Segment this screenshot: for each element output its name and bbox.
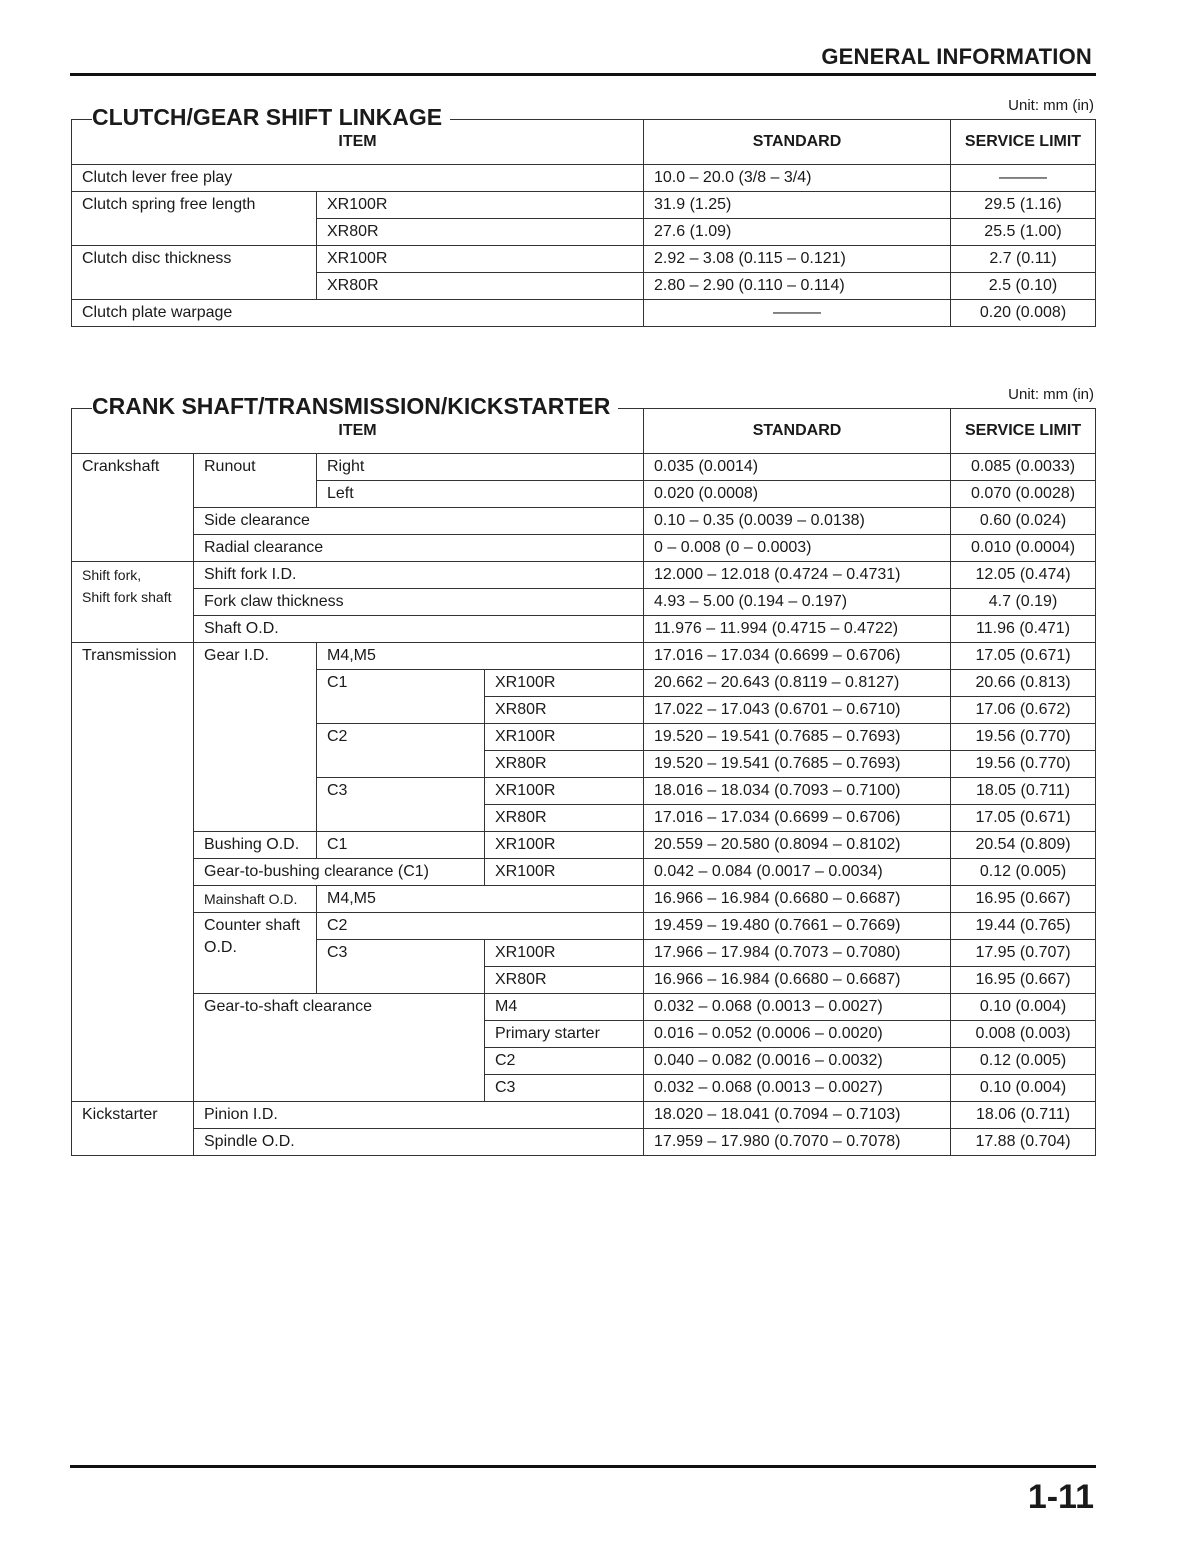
page-number: 1-11 [1027,1478,1094,1516]
crank-spec-table [71,408,1096,1156]
model-label: XR80R [485,697,644,724]
item-label: Spindle O.D. [194,1129,644,1156]
model-label: XR100R [485,724,644,751]
clutch-unit-label: Unit: mm (in) [1008,97,1094,114]
group-label-line: Shift fork shaft [82,589,172,605]
limit-value: 0.085 (0.0033) [951,454,1096,481]
standard-value: 0.032 – 0.068 (0.0013 – 0.0027) [644,1075,951,1102]
sub-item-label: Right [317,454,644,481]
model-label: XR100R [485,940,644,967]
table-row [72,165,1096,192]
standard-value: 20.559 – 20.580 (0.8094 – 0.8102) [644,832,951,859]
limit-value: 17.05 (0.671) [951,805,1096,832]
standard-value: 19.459 – 19.480 (0.7661 – 0.7669) [644,913,951,940]
table-row [72,616,1096,643]
model-label: XR100R [485,859,644,886]
standard-value: 31.9 (1.25) [644,192,951,219]
limit-value: 0.008 (0.003) [951,1021,1096,1048]
item-label: Clutch disc thickness [72,246,317,300]
limit-value: 18.05 (0.711) [951,778,1096,805]
sub-item-label: C2 [485,1048,644,1075]
standard-value: ——— [644,300,951,327]
standard-value: 18.016 – 18.034 (0.7093 – 0.7100) [644,778,951,805]
model-label: XR80R [317,273,644,300]
standard-value: 0.040 – 0.082 (0.0016 – 0.0032) [644,1048,951,1075]
table-row [72,859,1096,886]
group-label-line: Shift fork, [82,567,142,583]
standard-value: 17.022 – 17.043 (0.6701 – 0.6710) [644,697,951,724]
sub-item-label: C2 [317,913,644,940]
item-label: Fork claw thickness [194,589,644,616]
limit-value: 25.5 (1.00) [951,219,1096,246]
item-label: Gear-to-shaft clearance [194,994,485,1102]
limit-value: 0.070 (0.0028) [951,481,1096,508]
limit-value: 0.60 (0.024) [951,508,1096,535]
sub-item-label: C3 [317,778,485,832]
table-row [72,535,1096,562]
crank-section-title: CRANK SHAFT/TRANSMISSION/KICKSTARTER [92,393,618,420]
standard-value: 0.020 (0.0008) [644,481,951,508]
item-label: Shaft O.D. [194,616,644,643]
standard-value: 27.6 (1.09) [644,219,951,246]
item-label: Pinion I.D. [194,1102,644,1129]
standard-value: 0.016 – 0.052 (0.0006 – 0.0020) [644,1021,951,1048]
limit-value: 12.05 (0.474) [951,562,1096,589]
standard-value: 18.020 – 18.041 (0.7094 – 0.7103) [644,1102,951,1129]
table-row [72,913,1096,940]
limit-value: 0.010 (0.0004) [951,535,1096,562]
limit-value: 11.96 (0.471) [951,616,1096,643]
standard-value: 0 – 0.008 (0 – 0.0003) [644,535,951,562]
limit-value: 19.44 (0.765) [951,913,1096,940]
group-label-crankshaft: Crankshaft [72,454,194,562]
model-label: XR100R [485,832,644,859]
item-label: Radial clearance [194,535,644,562]
service-limit-header: SERVICE LIMIT [951,409,1096,454]
limit-value: 17.88 (0.704) [951,1129,1096,1156]
model-label: XR80R [317,219,644,246]
item-label: Mainshaft O.D. [194,886,317,913]
clutch-spec-table [71,119,1096,327]
sub-item-label: C2 [317,724,485,778]
item-label: Gear I.D. [194,643,317,832]
standard-value: 17.016 – 17.034 (0.6699 – 0.6706) [644,805,951,832]
standard-value: 4.93 – 5.00 (0.194 – 0.197) [644,589,951,616]
table-row [72,300,1096,327]
standard-value: 17.959 – 17.980 (0.7070 – 0.7078) [644,1129,951,1156]
model-label: XR80R [485,805,644,832]
sub-item-label: C3 [485,1075,644,1102]
limit-value: 19.56 (0.770) [951,724,1096,751]
model-label: XR100R [485,778,644,805]
item-header: ITEM [72,120,644,165]
sub-item-label: M4,M5 [317,886,644,913]
limit-value: 20.54 (0.809) [951,832,1096,859]
limit-value: 16.95 (0.667) [951,967,1096,994]
model-label: XR100R [317,246,644,273]
crank-unit-label: Unit: mm (in) [1008,386,1094,403]
table-row [72,562,1096,589]
standard-header: STANDARD [644,409,951,454]
limit-value: 0.10 (0.004) [951,1075,1096,1102]
model-label: XR80R [485,751,644,778]
standard-header: STANDARD [644,120,951,165]
item-label: Gear-to-bushing clearance (C1) [194,859,485,886]
table-row [72,886,1096,913]
limit-value: 2.7 (0.11) [951,246,1096,273]
model-label: XR80R [485,967,644,994]
standard-value: 12.000 – 12.018 (0.4724 – 0.4731) [644,562,951,589]
standard-value: 0.032 – 0.068 (0.0013 – 0.0027) [644,994,951,1021]
page-header-title: GENERAL INFORMATION [821,44,1092,69]
limit-value: 18.06 (0.711) [951,1102,1096,1129]
header-rule [70,73,1096,76]
standard-value: 16.966 – 16.984 (0.6680 – 0.6687) [644,886,951,913]
limit-value: 29.5 (1.16) [951,192,1096,219]
table-row [72,589,1096,616]
table-row [72,192,1096,219]
clutch-section-title: CLUTCH/GEAR SHIFT LINKAGE [92,104,450,131]
limit-value: 0.12 (0.005) [951,859,1096,886]
item-label: Counter shaft O.D. [194,913,317,994]
limit-value: ——— [951,165,1096,192]
sub-item-label: Primary starter [485,1021,644,1048]
service-limit-header: SERVICE LIMIT [951,120,1096,165]
sub-item-label: C1 [317,670,485,724]
group-label-transmission: Transmission [72,643,194,1102]
sub-item-label: M4 [485,994,644,1021]
limit-value: 17.05 (0.671) [951,643,1096,670]
standard-value: 20.662 – 20.643 (0.8119 – 0.8127) [644,670,951,697]
limit-value: 16.95 (0.667) [951,886,1096,913]
table-row [72,994,1096,1021]
table-row [72,246,1096,273]
standard-value: 2.92 – 3.08 (0.115 – 0.121) [644,246,951,273]
standard-value: 17.966 – 17.984 (0.7073 – 0.7080) [644,940,951,967]
limit-value: 4.7 (0.19) [951,589,1096,616]
group-label-kickstarter: Kickstarter [72,1102,194,1156]
standard-value: 0.10 – 0.35 (0.0039 – 0.0138) [644,508,951,535]
limit-value: 19.56 (0.770) [951,751,1096,778]
footer-rule [70,1465,1096,1468]
table-row [72,454,1096,481]
standard-value: 17.016 – 17.034 (0.6699 – 0.6706) [644,643,951,670]
standard-value: 19.520 – 19.541 (0.7685 – 0.7693) [644,724,951,751]
model-label: XR100R [317,192,644,219]
item-label: Clutch plate warpage [72,300,644,327]
group-label-shift-fork [72,562,194,643]
standard-value: 0.042 – 0.084 (0.0017 – 0.0034) [644,859,951,886]
limit-value: 0.12 (0.005) [951,1048,1096,1075]
item-label: Clutch spring free length [72,192,317,246]
item-header: ITEM [72,409,644,454]
sub-item-label: C1 [317,832,485,859]
table-row [72,832,1096,859]
limit-value: 0.20 (0.008) [951,300,1096,327]
table-row [72,1102,1096,1129]
limit-value: 20.66 (0.813) [951,670,1096,697]
item-label: Side clearance [194,508,644,535]
standard-value: 0.035 (0.0014) [644,454,951,481]
item-label: Runout [194,454,317,508]
standard-value: 2.80 – 2.90 (0.110 – 0.114) [644,273,951,300]
table-row [72,643,1096,670]
limit-value: 17.95 (0.707) [951,940,1096,967]
standard-value: 16.966 – 16.984 (0.6680 – 0.6687) [644,967,951,994]
standard-value: 11.976 – 11.994 (0.4715 – 0.4722) [644,616,951,643]
limit-value: 2.5 (0.10) [951,273,1096,300]
table-row [72,508,1096,535]
item-label: Shift fork I.D. [194,562,644,589]
limit-value: 17.06 (0.672) [951,697,1096,724]
model-label: XR100R [485,670,644,697]
sub-item-label: M4,M5 [317,643,644,670]
limit-value: 0.10 (0.004) [951,994,1096,1021]
sub-item-label: Left [317,481,644,508]
table-row [72,1129,1096,1156]
standard-value: 19.520 – 19.541 (0.7685 – 0.7693) [644,751,951,778]
item-label: Clutch lever free play [72,165,644,192]
sub-item-label: C3 [317,940,485,994]
item-label: Bushing O.D. [194,832,317,859]
standard-value: 10.0 – 20.0 (3/8 – 3/4) [644,165,951,192]
